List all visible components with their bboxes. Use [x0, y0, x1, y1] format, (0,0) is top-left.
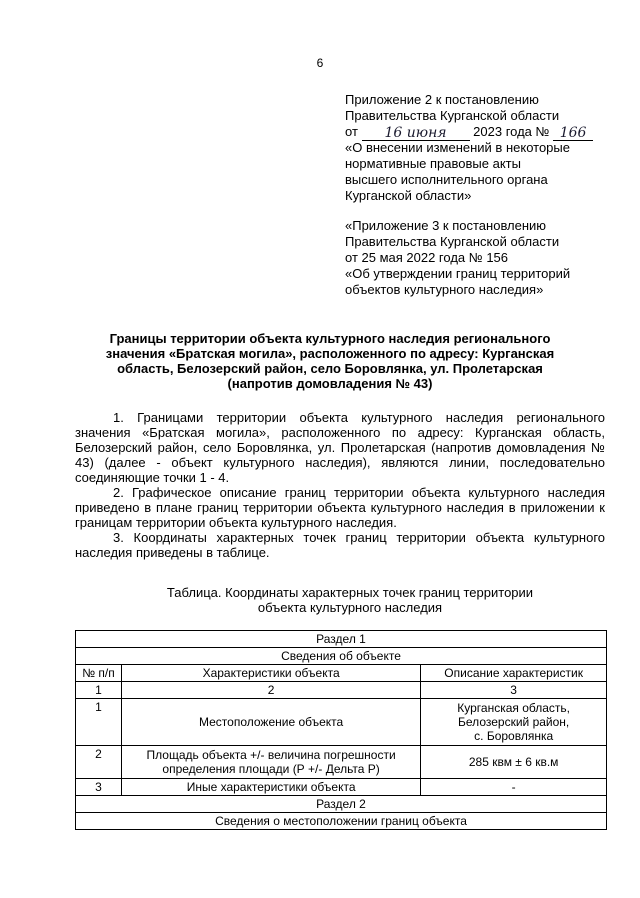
- column-number: 2: [121, 682, 420, 699]
- title-line: значения «Братская могила», расположенного по адресу: Курганская: [105, 346, 555, 361]
- addendum-current: [345, 92, 615, 204]
- description-line: с. Боровлянка: [474, 729, 554, 743]
- table-row: [76, 648, 607, 665]
- table-caption: [120, 585, 580, 615]
- addendum-current-line: Курганской области»: [345, 188, 472, 203]
- section-heading: Раздел 1: [76, 631, 607, 648]
- characteristic-line: определения площади (Р +/- Дельта Р): [162, 762, 380, 776]
- addendum-current-line: Правительства Курганской области: [345, 108, 560, 123]
- paragraph-1: 1. Границами территории объекта культурного наследия регионального значения «Братская могила», расположенного по адресу: Курганская область, Белозерский район, село Боровлянка, ул. Пролетарская (напротив домовладения № 43) (далее - объект культурного наследия), являются линии, последовательно соединяющие точки 1 - 4.: [75, 410, 605, 485]
- table-row: [76, 779, 607, 796]
- addendum-original-line: объектов культурного наследия»: [345, 282, 544, 297]
- row-characteristic: Иные характеристики объекта: [121, 779, 420, 796]
- from-label: от: [345, 124, 358, 139]
- addendum-original-line: «Об утверждении границ территорий: [345, 266, 571, 281]
- addendum-original-line: от 25 мая 2022 года № 156: [345, 250, 509, 265]
- header-characteristic: Характеристики объекта: [121, 665, 420, 682]
- table-row: [76, 796, 607, 813]
- row-number: 1: [76, 699, 122, 746]
- row-description: 285 квм ± 6 кв.м: [421, 746, 607, 779]
- table-row: [76, 699, 607, 746]
- section-heading: Раздел 2: [76, 796, 607, 813]
- addendum-current-line: Приложение 2 к постановлению: [345, 92, 539, 107]
- table-row: [76, 746, 607, 779]
- section-title: Сведения об объекте: [76, 648, 607, 665]
- addendum-original-line: Правительства Курганской области: [345, 234, 560, 249]
- header-number: № п/п: [76, 665, 122, 682]
- addendum-original: [345, 218, 615, 298]
- description-line: Белозерский район,: [458, 715, 570, 729]
- title-line: область, Белозерский район, село Боровлянка, ул. Пролетарская: [117, 361, 543, 376]
- title-line: (напротив домовладения № 43): [227, 376, 433, 391]
- coordinates-table: [75, 630, 607, 830]
- addendum-date-line: [345, 124, 615, 140]
- page-number: 6: [316, 56, 324, 70]
- year-number-label: 2023 года №: [473, 124, 550, 139]
- row-characteristic: Местоположение объекта: [121, 699, 420, 746]
- table-header-row: [76, 665, 607, 682]
- addendum-current-line: высшего исполнительного органа: [345, 172, 548, 187]
- section-title: Сведения о местоположении границ объекта: [76, 813, 607, 830]
- characteristic-line: Площадь объекта +/- величина погрешности: [146, 748, 396, 762]
- table-caption-line: Таблица. Координаты характерных точек границ территории: [166, 585, 534, 600]
- table-caption-line: объекта культурного наследия: [257, 600, 443, 615]
- addendum-original-line: «Приложение 3 к постановлению: [345, 218, 547, 233]
- row-characteristic: [121, 746, 420, 779]
- header-description: Описание характеристик: [421, 665, 607, 682]
- description-line: Курганская область,: [457, 701, 571, 715]
- row-number: 2: [76, 746, 122, 779]
- column-number: 3: [421, 682, 607, 699]
- row-description: -: [421, 779, 607, 796]
- body-text: [75, 410, 605, 560]
- paragraph-2: 2. Графическое описание границ территории объекта культурного наследия приведено в плане границ территории объекта культурного наследия в приложении к границам территории объекта культурного наследия.: [75, 485, 605, 530]
- table-row: [76, 682, 607, 699]
- handwritten-date: 16 июня: [362, 126, 470, 141]
- document-title: [70, 331, 590, 391]
- addendum-current-line: нормативные правовые акты: [345, 156, 521, 171]
- table-row: [76, 813, 607, 830]
- title-line: Границы территории объекта культурного наследия регионального: [109, 331, 551, 346]
- paragraph-3: 3. Координаты характерных точек границ территории объекта культурного наследия приведены в таблице.: [75, 530, 605, 560]
- column-number: 1: [76, 682, 122, 699]
- row-description: [421, 699, 607, 746]
- row-number: 3: [76, 779, 122, 796]
- table-row: [76, 631, 607, 648]
- handwritten-number: 166: [553, 126, 593, 141]
- addendum-current-line: «О внесении изменений в некоторые: [345, 140, 570, 155]
